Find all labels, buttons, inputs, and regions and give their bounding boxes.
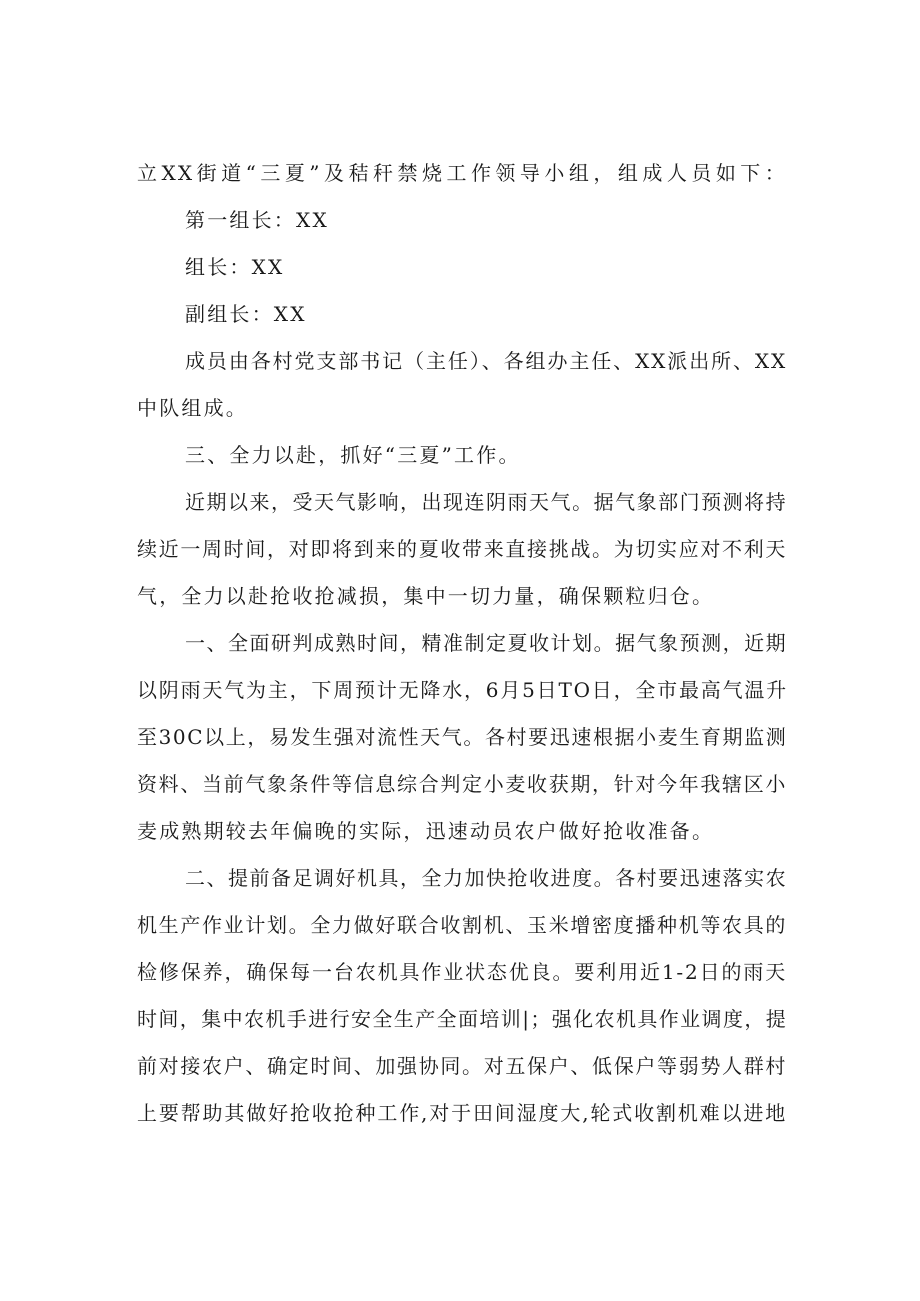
text-line: 检修保养，确保每一台农机具作业状态优良。要利用近1-2日的雨天 xyxy=(137,960,787,984)
text-line: 气，全力以赴抢收抢减损，集中一切力量，确保颗粒归仓。 xyxy=(137,584,715,608)
text-line: 时间，集中农机手进行安全生产全面培训|；强化农机具作业调度，提 xyxy=(137,1007,788,1031)
text-line: 成员由各村党支部书记（主任）、各组办主任、XX派出所、XX xyxy=(185,349,787,373)
text-line: 以阴雨天气为主，下周预计无降水，6月5日TO日，全市最高气温升 xyxy=(137,678,788,702)
text-line: 资料、当前气象条件等信息综合判定小麦收获期，针对今年我辖区小 xyxy=(137,772,787,796)
text-line: 二、提前备足调好机具，全力加快抢收进度。各村要迅速落实农 xyxy=(185,866,787,890)
text-line: 近期以来，受天气影响，出现连阴雨天气。据气象部门预测将持 xyxy=(185,490,787,514)
text-line: 麦成熟期较去年偏晚的实际，迅速动员农户做好抢收准备。 xyxy=(137,819,715,843)
section-heading: 三、全力以赴，抓好“三夏”工作。 xyxy=(185,443,521,467)
text-line: 一、全面研判成熟时间，精准制定夏收计划。据气象预测，近期 xyxy=(185,631,787,655)
text-line: 续近一周时间，对即将到来的夏收带来直接挑战。为切实应对不利天 xyxy=(137,537,787,561)
text-line: 第一组长：XX xyxy=(185,208,329,232)
text-line: 机生产作业计划。全力做好联合收割机、玉米增密度播种机等农具的 xyxy=(137,913,787,937)
text-line: 副组长：XX xyxy=(185,302,307,326)
document-body xyxy=(137,150,787,1137)
text-line: 中队组成。 xyxy=(137,396,248,420)
text-line: 至30C以上，易发生强对流性天气。各村要迅速根据小麦生育期监测 xyxy=(137,725,788,749)
text-line: 立XX街道“三夏”及秸秆禁烧工作领导小组，组成人员如下： xyxy=(137,161,787,185)
text-line: 组长：XX xyxy=(185,255,285,279)
text-line: 前对接农户、确定时间、加强协同。对五保户、低保户等弱势人群村 xyxy=(137,1054,787,1078)
text-line: 上要帮助其做好抢收抢种工作,对于田间湿度大,轮式收割机难以进地 xyxy=(137,1101,787,1125)
